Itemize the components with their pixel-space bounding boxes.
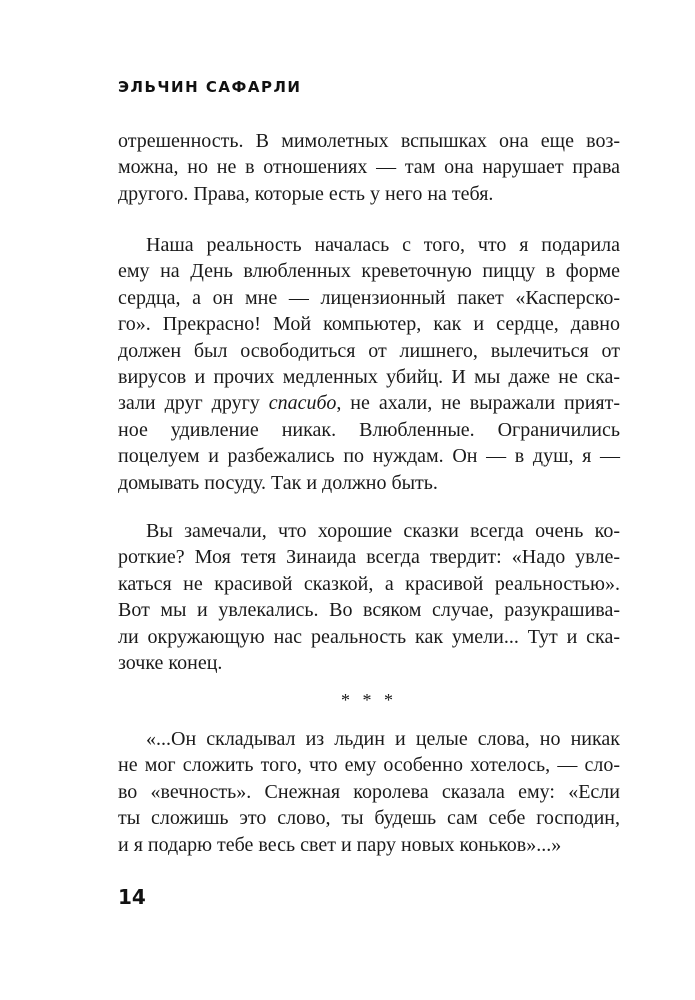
text-line: Наша реальность началась с того, что я подарила	[146, 234, 620, 256]
text-line: Вот мы и увлекались. Во всяком случае, разукрашива-	[118, 599, 620, 622]
text-line: Вы замечали, что хорошие сказки всегда очень ко-	[146, 520, 620, 542]
text-line: должен был освободиться от лишнего, вылечиться от	[118, 339, 620, 362]
text-line: можна, но не в отношениях — там она нарушает права	[118, 156, 620, 179]
text-line: отрешенность. В мимолетных вспышках она еще воз-	[118, 130, 620, 152]
text-line: и я подарю тебе весь свет и пару новых коньков»...»	[118, 833, 562, 856]
italic-word: спасибо	[268, 392, 337, 415]
text-line: сердца, а он мне — лицензионный пакет «Касперско-	[118, 286, 620, 309]
paragraph-4	[118, 726, 620, 858]
page-number: 14	[118, 885, 146, 909]
text-line: домывать посуду. Так и должно быть.	[118, 471, 438, 494]
text-line: ное удивление никак. Влюбленные. Ограничились	[118, 418, 620, 441]
paragraph-2	[118, 232, 620, 496]
text-fragment: зали друг другу	[118, 392, 269, 415]
text-line: ли окружающую нас реальность как умели... Тут и ска-	[118, 625, 620, 648]
text-line: не мог сложить того, что ему особенно хотелось, — сло-	[118, 754, 620, 777]
text-fragment: , не ахали, не выражали прият-	[336, 392, 621, 415]
paragraph-1	[118, 128, 620, 207]
text-line: зочке конец.	[118, 651, 223, 674]
text-line: «...Он складывал из льдин и целые слова, но никак	[146, 728, 620, 750]
text-line: поцелуем и разбежались по нуждам. Он — в душ, я —	[118, 445, 620, 468]
text-line: ему на День влюбленных креветочную пиццу в форме	[118, 260, 620, 283]
text-line: роткие? Моя тетя Зинаида всегда твердит: «Надо увле-	[118, 546, 620, 569]
text-line-mixed	[118, 390, 620, 416]
running-header-author: ЭЛЬЧИН САФАРЛИ	[118, 78, 302, 96]
text-line: го». Прекрасно! Мой компьютер, как и сердце, давно	[118, 313, 620, 336]
text-line: каться не красивой сказкой, а красивой реальностью».	[118, 572, 620, 595]
section-separator: * * *	[341, 690, 397, 710]
text-line: вирусов и прочих медленных убийц. И мы даже не ска-	[118, 365, 620, 388]
text-line: во «вечность». Снежная королева сказала ему: «Если	[118, 780, 620, 803]
text-line: другого. Права, которые есть у него на тебя.	[118, 182, 494, 205]
paragraph-3	[118, 518, 620, 676]
text-line: ты сложишь это слово, ты будешь сам себе господин,	[118, 807, 620, 830]
